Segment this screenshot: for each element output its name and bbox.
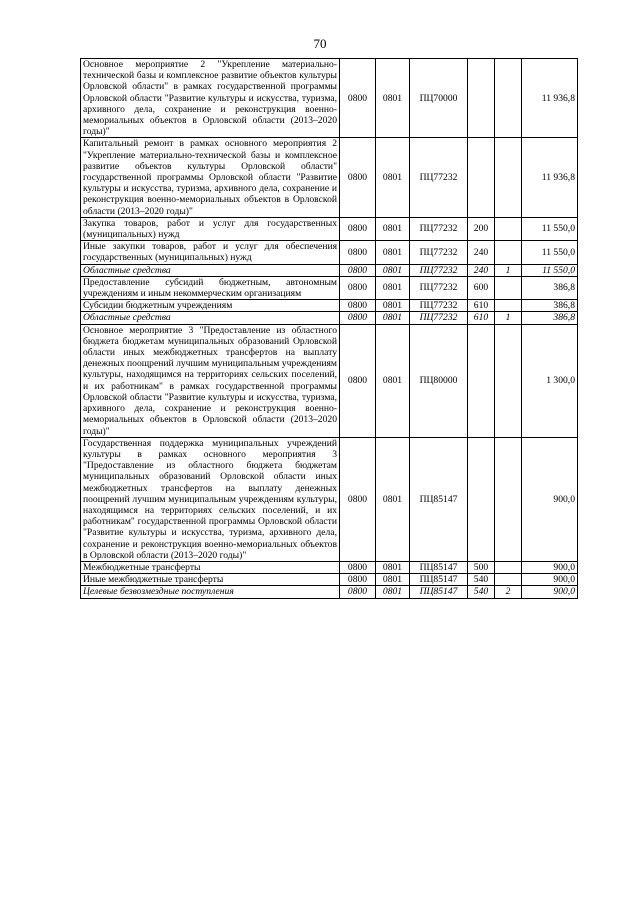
table-row — [81, 561, 578, 573]
row-subsection-code: 0801 — [376, 217, 410, 240]
row-amount: 900,0 — [522, 586, 578, 598]
row-expense-type: 500 — [468, 561, 495, 573]
table-row — [81, 276, 578, 299]
row-expense-type: 540 — [468, 574, 495, 586]
row-subsection-code: 0801 — [376, 138, 410, 217]
table-row — [81, 324, 578, 437]
row-target-article: ПЦ85147 — [410, 561, 468, 573]
row-name: Межбюджетные трансферты — [81, 561, 340, 573]
table-row — [81, 574, 578, 586]
row-section-code: 0800 — [340, 138, 376, 217]
row-source-code — [495, 59, 522, 138]
row-source-code — [495, 437, 522, 561]
row-amount: 11 550,0 — [522, 217, 578, 240]
row-target-article: ПЦ85147 — [410, 586, 468, 598]
row-name: Целевые безвозмездные поступления — [81, 586, 340, 598]
row-target-article: ПЦ70000 — [410, 59, 468, 138]
row-name: Областные средства — [81, 264, 340, 276]
row-subsection-code: 0801 — [376, 312, 410, 324]
row-section-code: 0800 — [340, 312, 376, 324]
row-source-code — [495, 241, 522, 264]
row-expense-type — [468, 324, 495, 437]
row-source-code: 2 — [495, 586, 522, 598]
row-expense-type: 540 — [468, 586, 495, 598]
row-subsection-code: 0801 — [376, 276, 410, 299]
row-expense-type: 240 — [468, 264, 495, 276]
table-row — [81, 264, 578, 276]
row-target-article: ПЦ77232 — [410, 241, 468, 264]
row-name: Иные межбюджетные трансферты — [81, 574, 340, 586]
row-target-article: ПЦ80000 — [410, 324, 468, 437]
row-amount: 900,0 — [522, 561, 578, 573]
row-target-article: ПЦ77232 — [410, 138, 468, 217]
row-amount: 386,8 — [522, 276, 578, 299]
row-section-code: 0800 — [340, 241, 376, 264]
row-name: Закупка товаров, работ и услуг для государственных (муниципальных) нужд — [81, 217, 340, 240]
row-amount: 900,0 — [522, 437, 578, 561]
row-name: Областные средства — [81, 312, 340, 324]
row-subsection-code: 0801 — [376, 241, 410, 264]
row-target-article: ПЦ85147 — [410, 437, 468, 561]
row-name: Предоставление субсидий бюджетным, автономным учреждениям и иным некоммерческим организациям — [81, 276, 340, 299]
page-number: 70 — [313, 36, 327, 51]
row-section-code: 0800 — [340, 324, 376, 437]
row-amount: 11 936,8 — [522, 59, 578, 138]
row-expense-type: 200 — [468, 217, 495, 240]
row-subsection-code: 0801 — [376, 264, 410, 276]
row-subsection-code: 0801 — [376, 324, 410, 437]
table-row — [81, 241, 578, 264]
row-section-code: 0800 — [340, 561, 376, 573]
row-source-code — [495, 138, 522, 217]
row-section-code: 0800 — [340, 264, 376, 276]
row-expense-type: 240 — [468, 241, 495, 264]
row-expense-type: 610 — [468, 312, 495, 324]
table-row — [81, 300, 578, 312]
budget-table — [80, 58, 578, 599]
row-name: Иные закупки товаров, работ и услуг для обеспечения государственных (муниципальных) нужд — [81, 241, 340, 264]
row-amount: 1 300,0 — [522, 324, 578, 437]
table-row — [81, 586, 578, 598]
row-subsection-code: 0801 — [376, 300, 410, 312]
budget-table-body — [81, 59, 578, 599]
row-section-code: 0800 — [340, 59, 376, 138]
row-target-article: ПЦ77232 — [410, 300, 468, 312]
row-amount: 11 550,0 — [522, 241, 578, 264]
row-target-article: ПЦ77232 — [410, 264, 468, 276]
table-row — [81, 59, 578, 138]
row-target-article: ПЦ77232 — [410, 312, 468, 324]
row-source-code — [495, 276, 522, 299]
row-source-code — [495, 300, 522, 312]
row-source-code: 1 — [495, 312, 522, 324]
row-subsection-code: 0801 — [376, 574, 410, 586]
row-expense-type — [468, 437, 495, 561]
row-expense-type: 600 — [468, 276, 495, 299]
row-target-article: ПЦ85147 — [410, 574, 468, 586]
row-amount: 386,8 — [522, 312, 578, 324]
row-name: Капитальный ремонт в рамках основного мероприятия 2 "Укрепление материально-технической базы и комплексное развитие объектов культуры Орловской области" государственной программы Орловской области "Развитие культуры и искусства, туризма, архивного дела, сохранение и реконструкция военно-мемориальных объектов в Орловской области (2013–2020 годы)" — [81, 138, 340, 217]
row-section-code: 0800 — [340, 586, 376, 598]
row-section-code: 0800 — [340, 437, 376, 561]
row-amount: 11 550,0 — [522, 264, 578, 276]
row-section-code: 0800 — [340, 574, 376, 586]
row-source-code — [495, 324, 522, 437]
row-source-code — [495, 574, 522, 586]
row-amount: 386,8 — [522, 300, 578, 312]
row-name: Основное мероприятие 3 "Предоставление из областного бюджета бюджетам муниципальных образований Орловской области иных межбюджетных трансфертов на выплату денежных поощрений лучшим муниципальным учреждениям культуры, находящимся на территориях сельских поселений, и их работникам" в рамках государственной программы Орловской области "Развитие культуры и искусства, туризма, архивного дела, сохранение и реконструкция военно-мемориальных объектов в Орловской области (2013–2020 годы)" — [81, 324, 340, 437]
row-name: Государственная поддержка муниципальных учреждений культуры в рамках основного мероприятия 3 "Предоставление из областного бюджета бюджетам муниципальных образований Орловской области иных межбюджетных трансфертов на выплату денежных поощрений лучшим муниципальным учреждениям культуры, находящимся на территориях сельских поселений, и их работникам" государственной программы Орловской области "Развитие культуры и искусства, туризма, архивного дела, сохранение и реконструкция военно-мемориальных объектов в Орловской области (2013–2020 годы)" — [81, 437, 340, 561]
row-subsection-code: 0801 — [376, 561, 410, 573]
row-subsection-code: 0801 — [376, 586, 410, 598]
row-expense-type — [468, 59, 495, 138]
row-section-code: 0800 — [340, 276, 376, 299]
row-subsection-code: 0801 — [376, 437, 410, 561]
row-expense-type — [468, 138, 495, 217]
row-name: Субсидии бюджетным учреждениям — [81, 300, 340, 312]
table-row — [81, 217, 578, 240]
row-source-code — [495, 561, 522, 573]
row-source-code: 1 — [495, 264, 522, 276]
row-amount: 900,0 — [522, 574, 578, 586]
row-source-code — [495, 217, 522, 240]
row-section-code: 0800 — [340, 300, 376, 312]
table-row — [81, 437, 578, 561]
table-row — [81, 138, 578, 217]
row-target-article: ПЦ77232 — [410, 217, 468, 240]
row-subsection-code: 0801 — [376, 59, 410, 138]
row-section-code: 0800 — [340, 217, 376, 240]
row-name: Основное мероприятие 2 "Укрепление материально-технической базы и комплексное развитие объектов культуры Орловской области" в рамках государственной программы Орловской области "Развитие культуры и искусства, туризма, архивного дела, сохранение и реконструкция военно-мемориальных объектов в Орловской области (2013–2020 годы)" — [81, 59, 340, 138]
row-target-article: ПЦ77232 — [410, 276, 468, 299]
table-row — [81, 312, 578, 324]
row-expense-type: 610 — [468, 300, 495, 312]
row-amount: 11 936,8 — [522, 138, 578, 217]
